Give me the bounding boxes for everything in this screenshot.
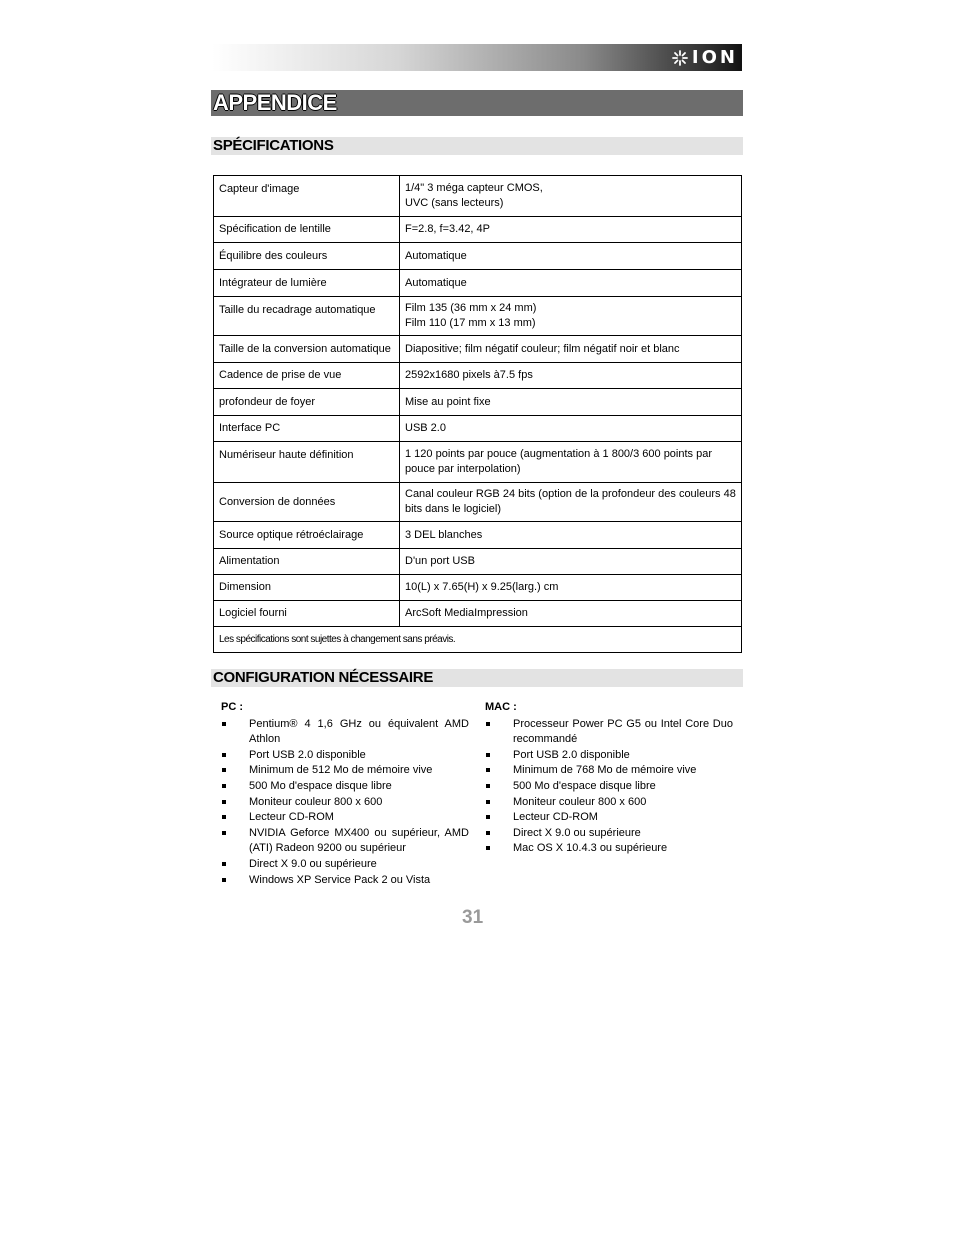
spec-row [214,363,742,389]
spec-row [214,217,742,243]
requirement-text: 500 Mo d'espace disque libre [513,779,656,792]
spec-value [400,270,742,297]
spec-value-line: UVC (sans lecteurs) [405,197,504,209]
spec-note: Les spécifications sont sujettes à changement sans préavis. [214,627,742,653]
spec-row [214,243,742,270]
bullet-icon [486,784,490,788]
spec-value-line: Automatique [405,249,467,262]
spec-label: Capteur d'image [214,176,400,217]
spec-value [400,363,742,389]
bullet-icon [222,831,226,835]
spec-row [214,483,742,522]
bullet-icon [222,768,226,772]
requirements-heading-band [211,669,743,687]
pc-heading: PC : [221,701,243,713]
requirement-text: Pentium® 4 1,6 GHz ou équivalent AMD Athlon [249,717,469,746]
spec-value-line: Mise au point fixe [405,395,491,408]
ion-logo [672,47,738,68]
page-title-band [211,90,743,116]
spec-value-line: USB 2.0 [405,422,446,434]
requirement-text: 500 Mo d'espace disque libre [249,779,392,792]
spec-value [400,416,742,442]
bullet-icon [222,815,226,819]
bullet-icon [486,815,490,819]
pc-requirement-item [213,717,469,748]
bullet-icon [486,831,490,835]
page-number: 31 [462,907,484,928]
spec-value [400,217,742,243]
mac-requirement-item [477,779,733,795]
requirement-text: Port USB 2.0 disponible [249,748,366,761]
spec-value-line: ArcSoft MediaImpression [405,607,528,619]
bullet-icon [222,862,226,866]
spec-value-line: 1 120 points par pouce (augmentation à 1 800/3 600 points par [405,448,713,460]
mac-requirements [477,700,733,857]
spec-label: Équilibre des couleurs [214,243,400,270]
bullet-icon [486,722,490,726]
specs-table [213,175,742,653]
spec-label: Intégrateur de lumière [214,270,400,297]
pc-requirement-item [213,779,469,795]
header-bar [212,44,742,71]
requirement-text: NVIDIA Geforce MX400 ou supérieur, AMD (ATI) Radeon 9200 ou supérieur [249,826,469,855]
pc-requirement-item [213,763,469,779]
bullet-icon [222,800,226,804]
spec-value [400,176,742,217]
spec-value-line: 3 DEL blanches [405,528,483,541]
requirement-text: Processeur Power PC G5 ou Intel Core Duo recommandé [513,717,733,746]
spec-row [214,442,742,483]
spec-label: Dimension [214,575,400,601]
pc-requirement-item [213,795,469,811]
spec-value [400,389,742,416]
requirement-text: Minimum de 512 Mo de mémoire vive [249,764,433,777]
mac-requirement-item [477,748,733,764]
pc-requirement-item [213,748,469,764]
spec-value-line: 2592x1680 pixels à7.5 fps [405,369,533,381]
pc-requirement-item [213,810,469,826]
spec-value-line: Diapositive; film négatif couleur; film négatif noir et blanc [405,342,680,355]
spec-row [214,389,742,416]
requirement-text: Windows XP Service Pack 2 ou Vista [249,873,431,886]
spec-value-line: 10(L) x 7.65(H) x 9.25(larg.) cm [405,581,559,593]
spec-value [400,522,742,549]
requirement-text: Mac OS X 10.4.3 ou supérieure [513,842,668,855]
spec-value [400,549,742,575]
bullet-icon [222,753,226,757]
spec-row [214,522,742,549]
spec-label: Cadence de prise de vue [214,363,400,389]
bullet-icon [486,768,490,772]
requirement-text: Moniteur couleur 800 x 600 [513,795,647,808]
ion-burst-icon [672,50,688,66]
spec-note-row [214,627,742,653]
spec-label: Source optique rétroéclairage [214,522,400,549]
requirement-text: Direct X 9.0 ou supérieure [249,857,377,870]
bullet-icon [222,784,226,788]
spec-value-line: Film 135 (36 mm x 24 mm) [405,302,537,314]
mac-heading: MAC : [485,701,517,713]
bullet-icon [222,722,226,726]
spec-row [214,176,742,217]
spec-label: Logiciel fourni [214,601,400,627]
spec-value [400,601,742,627]
requirement-text: Lecteur CD-ROM [249,811,334,824]
pc-list [213,717,469,889]
spec-row [214,336,742,363]
spec-value [400,297,742,336]
spec-row [214,297,742,336]
spec-value [400,575,742,601]
requirement-text: Port USB 2.0 disponible [513,748,630,761]
specs-heading: SPÉCIFICATIONS [213,137,334,154]
spec-row [214,601,742,627]
spec-label: Taille du recadrage automatique [214,297,400,336]
pc-requirement-item [213,857,469,873]
specs-heading-band [211,137,743,155]
spec-value-line: pouce par interpolation) [405,463,521,475]
spec-label: profondeur de foyer [214,389,400,416]
bullet-icon [486,846,490,850]
spec-value [400,442,742,483]
requirement-text: Minimum de 768 Mo de mémoire vive [513,764,697,777]
spec-row [214,575,742,601]
spec-label: Spécification de lentille [214,217,400,243]
spec-value [400,243,742,270]
spec-row [214,416,742,442]
spec-value-line: F=2.8, f=3.42, 4P [405,223,491,235]
pc-requirements [213,700,469,888]
spec-row [214,549,742,575]
brand-name: ION [691,47,738,68]
bullet-icon [222,878,226,882]
mac-list [477,717,733,857]
spec-label: Numériseur haute définition [214,442,400,483]
spec-value-line: Canal couleur RGB 24 bits (option de la profondeur des couleurs 48 [405,488,736,500]
spec-value-line: D'un port USB [405,555,475,567]
spec-label: Conversion de données [214,483,400,522]
mac-requirement-item [477,826,733,842]
spec-value [400,483,742,522]
requirement-text: Direct X 9.0 ou supérieure [513,826,641,839]
spec-value-line: Film 110 (17 mm x 13 mm) [405,317,536,329]
pc-requirement-item [213,873,469,889]
spec-label: Interface PC [214,416,400,442]
bullet-icon [486,800,490,804]
mac-requirement-item [477,763,733,779]
pc-requirement-item [213,826,469,857]
page-title: APPENDICE [213,90,337,115]
mac-requirement-item [477,717,733,748]
spec-value-line: Automatique [405,276,467,289]
spec-value [400,336,742,363]
requirement-text: Lecteur CD-ROM [513,811,598,824]
mac-requirement-item [477,841,733,857]
spec-label: Taille de la conversion automatique [214,336,400,363]
bullet-icon [486,753,490,757]
mac-requirement-item [477,810,733,826]
requirement-text: Moniteur couleur 800 x 600 [249,795,383,808]
requirements-heading: CONFIGURATION NÉCESSAIRE [213,669,434,686]
spec-value-line: bits dans le logiciel) [405,503,501,515]
spec-label: Alimentation [214,549,400,575]
mac-requirement-item [477,795,733,811]
spec-value-line: 1/4" 3 méga capteur CMOS, [405,182,543,194]
spec-row [214,270,742,297]
